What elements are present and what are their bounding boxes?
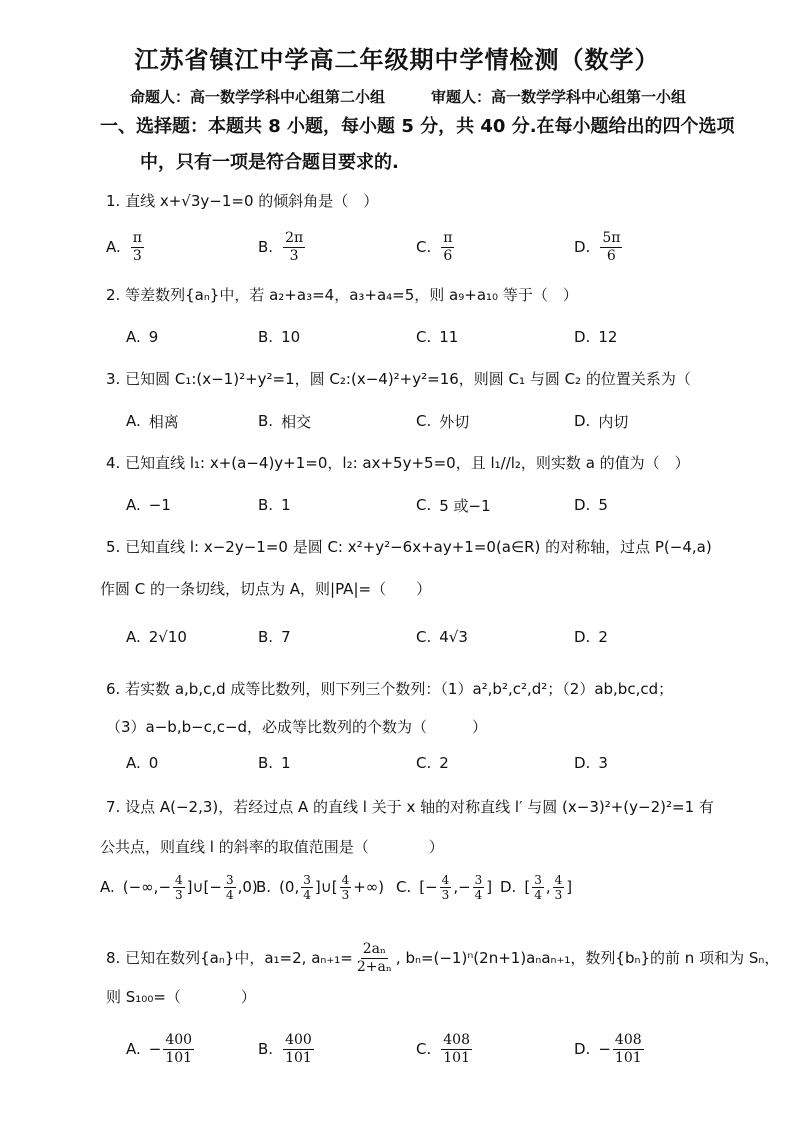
question-6-stem-cont: （3）a−b,b−c,c−d，必成等比数列的个数为（ ） — [106, 718, 488, 736]
q6-option-d: D. 3 — [574, 754, 608, 772]
q4-option-b: B. 1 — [258, 496, 291, 514]
setter-label: 命题人： — [130, 88, 191, 106]
q4-option-a: A. −1 — [126, 496, 171, 514]
question-7-options — [100, 862, 760, 912]
question-7-stem: 7. 设点 A(−2,3)，若经过点 A 的直线 l 关于 x 轴的对称直线 l′ 与圆 (x−3)²+(y−2)²=1 有 — [106, 798, 714, 816]
q4-option-c: C. 5 或−1 — [416, 496, 491, 515]
q1-option-c: C. $\frac{\pi}{6}$ — [416, 229, 453, 264]
q5-option-d: D. 2 — [574, 628, 608, 646]
question-6-stem: 6. 若实数 a,b,c,d 成等比数列，则下列三个数列：（1）a²,b²,c²,d²；（2）ab,bc,cd； — [106, 680, 674, 698]
question-2-options — [106, 312, 766, 362]
q6-option-b: B. 1 — [258, 754, 291, 772]
question-1-stem: 1. 直线 x+√3y−1=0 的倾斜角是（ ） — [106, 192, 379, 210]
question-7-stem-cont: 公共点，则直线 l 的斜率的取值范围是（ ） — [100, 838, 444, 856]
q2-option-b: B. 10 — [258, 328, 301, 346]
question-4-stem: 4. 已知直线 l₁: x+(a−4)y+1=0，l₂: ax+5y+5=0，且 l₁//l₂，则实数 a 的值为（ ） — [106, 454, 690, 472]
question-5-stem-cont: 作圆 C 的一条切线，切点为 A，则|PA|=（ ） — [100, 580, 432, 598]
q5-option-a: A. 2√10 — [126, 628, 187, 646]
q8-option-d: D. − $\frac{408}{101}$ — [574, 1031, 642, 1066]
q7-option-b: B. (0, $\frac{3}{4}$ ]∪[ $\frac{4}{3}$ +∞) — [256, 872, 385, 902]
q1-option-b: B. $\frac{2\pi}{3}$ — [258, 229, 304, 264]
reviewer-name: 高一数学学科中心组第一小组 — [491, 88, 687, 106]
q3-option-d: D. 内切 — [574, 412, 629, 431]
question-5-options — [106, 612, 766, 662]
q4-option-d: D. 5 — [574, 496, 608, 514]
question-5-stem: 5. 已知直线 l: x−2y−1=0 是圆 C: x²+y²−6x+ay+1=0(a∈R) 的对称轴，过点 P(−4,a) — [106, 538, 712, 556]
q7-option-c: C. [− $\frac{4}{3}$ ,− $\frac{3}{4}$ ] — [396, 872, 493, 902]
q3-option-b: B. 相交 — [258, 412, 312, 431]
q7-option-a: A. (−∞,− $\frac{4}{3}$ ]∪[− $\frac{3}{4}$ ,0) — [100, 872, 258, 902]
question-8-stem-cont: 则 S₁₀₀=（ ） — [106, 988, 256, 1006]
q2-option-a: A. 9 — [126, 328, 159, 346]
author-line — [130, 86, 750, 107]
page-title: 江苏省镇江中学高二年级期中学情检测（数学） — [134, 46, 660, 74]
q6-option-c: C. 2 — [416, 754, 449, 772]
question-8-options — [106, 1024, 766, 1074]
question-3-options — [106, 396, 766, 446]
question-4-options — [106, 480, 766, 530]
q8-option-c: C. $\frac{408}{101}$ — [416, 1031, 470, 1066]
question-2-stem: 2. 等差数列{aₙ}中，若 a₂+a₃=4，a₃+a₄=5，则 a₉+a₁₀ 等于（ ） — [106, 286, 578, 304]
q3-option-c: C. 外切 — [416, 412, 470, 431]
setter-name: 高一数学学科中心组第二小组 — [190, 88, 386, 106]
q6-option-a: A. 0 — [126, 754, 159, 772]
section-heading-cont: 中，只有一项是符合题目要求的. — [140, 152, 399, 173]
q1-option-a: A. $\frac{\pi}{3}$ — [106, 229, 142, 264]
question-8-stem: 8. 已知在数列{aₙ}中，a₁=2, aₙ₊₁= $\frac{\text{2aₙ}}{\text{2+aₙ}}$ , bₙ=(−1)ⁿ(2n+1)aₙaₙ₊₁，数列{bₙ}的前 n 项和为 Sₙ， — [106, 940, 780, 975]
section-heading: 一、选择题：本题共 8 小题，每小题 5 分，共 40 分.在每小题给出的四个选项 — [100, 116, 735, 137]
question-1-options — [106, 222, 766, 272]
q1-option-d: D. $\frac{5\pi}{6}$ — [574, 229, 621, 264]
q8-option-b: B. $\frac{400}{101}$ — [258, 1031, 312, 1066]
q3-option-a: A. 相离 — [126, 412, 179, 431]
q8-option-a: A. − $\frac{400}{101}$ — [126, 1031, 193, 1066]
q2-option-c: C. 11 — [416, 328, 459, 346]
reviewer-label: 审题人： — [431, 88, 492, 106]
q5-option-b: B. 7 — [258, 628, 291, 646]
q2-option-d: D. 12 — [574, 328, 618, 346]
question-3-stem: 3. 已知圆 C₁:(x−1)²+y²=1，圆 C₂:(x−4)²+y²=16，则圆 C₁ 与圆 C₂ 的位置关系为（ — [106, 370, 691, 388]
q7-option-d: D. [ $\frac{3}{4}$ , $\frac{4}{3}$ ] — [500, 872, 573, 902]
q5-option-c: C. 4√3 — [416, 628, 468, 646]
question-6-options — [106, 738, 766, 788]
